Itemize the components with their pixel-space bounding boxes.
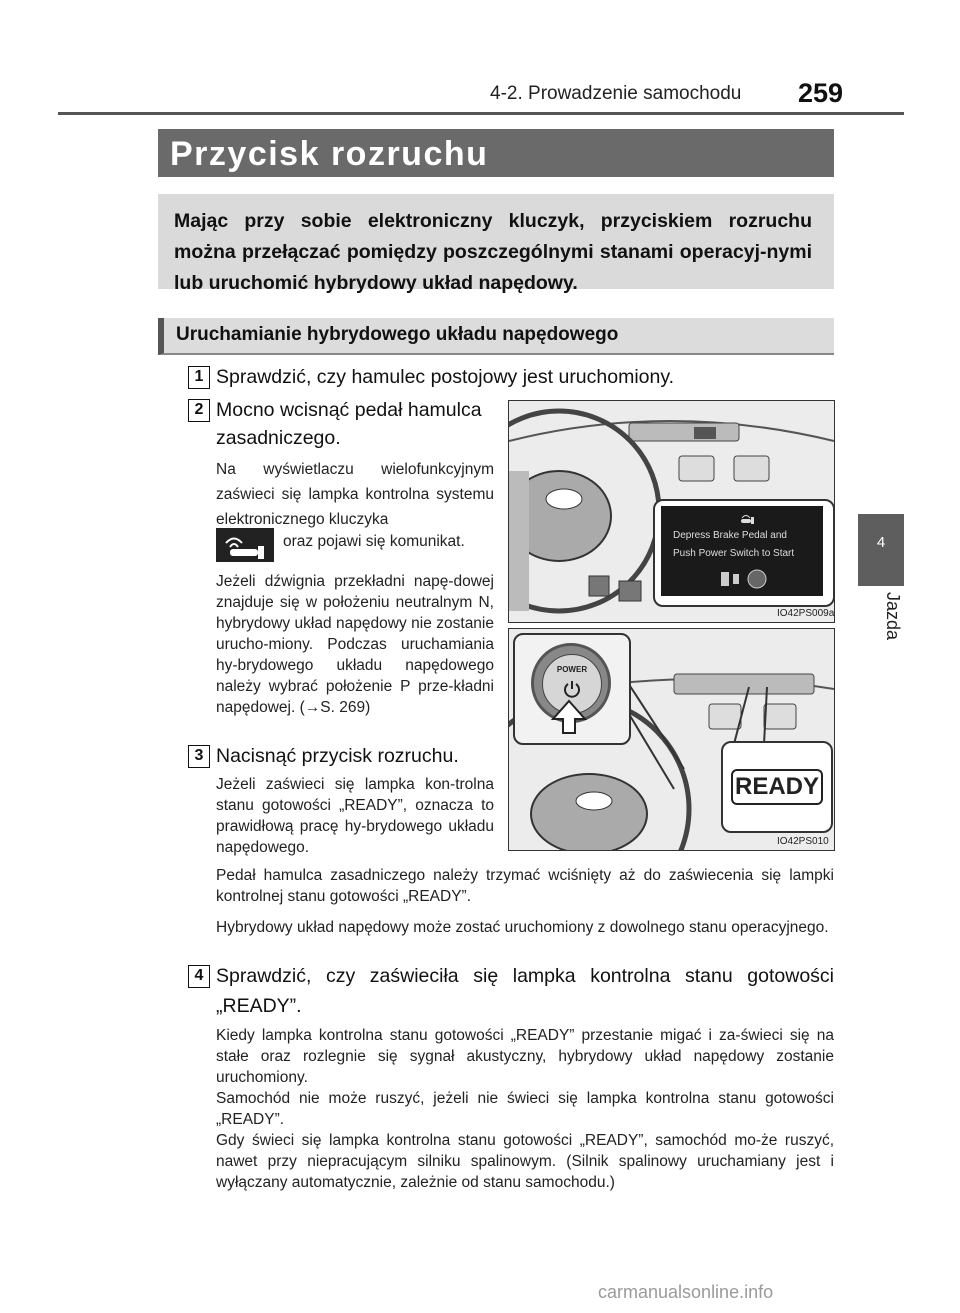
figure-2-label: IO42PS010 [777,836,829,847]
chapter-tab: 4 [858,514,904,586]
step-3-number: 3 [188,745,210,768]
brake-power-icon [713,568,773,590]
key-indicator-icon [216,528,274,562]
step-2-page-ref: S. 269) [320,699,371,716]
step-2-text-line1: Mocno wcisnąć pedał hamulca [216,399,482,421]
step-2-note-2-text: Jeżeli dźwignia przekładni napę-dowej znajduje się w położeniu neutralnym N, hybrydowy układ napędowy nie zostanie urucho-miony. Podczas uruchamiania hy-brydowego układu napędowego należy wybrać położenie P prze-kładni napędowej. ( [216,573,494,716]
step-3-note-1: Jeżeli zaświeci się lampka kon-trolna stanu gotowości „READY”, oznacza to prawidłową pracę hy-brydowego układu napędowego. [216,776,494,856]
arrow-icon: → [304,699,321,716]
display-message-line2: Push Power Switch to Start [673,548,795,559]
figure-1-label: IO42PS009a [777,608,835,619]
display-message-line1: Depress Brake Pedal and [673,530,787,541]
step-4-text: Sprawdzić, czy zaświeciła się lampka kontrolna stanu gotowości „READY”. [216,965,834,1017]
step-4-note-1: Kiedy lampka kontrolna stanu gotowości „READY” przestanie migać i za-świeci się na stałe oraz rozlegnie się sygnał akustyczny, hybrydowy układ napędowy zostanie uruchomiony. [216,1027,834,1086]
power-icon [562,679,582,699]
chapter-label: Jazda [883,592,903,641]
step-3-note-3: Hybrydowy układ napędowy może zostać uruchomiony z dowolnego stanu operacyjnego. [216,919,829,936]
step-1-text: Sprawdzić, czy hamulec postojowy jest uruchomiony. [216,366,675,388]
ready-indicator: READY [731,769,823,805]
page-number: 259 [798,78,844,108]
step-4-number: 4 [188,965,210,988]
step-2-note-1: Na wyświetlaczu wielofunkcyjnym zaświeci się lampka kontrolna systemu elektronicznego kluczyka [216,461,494,528]
key-warning-icon [739,512,757,522]
intro-box: Mając przy sobie elektroniczny kluczyk, przyciskiem rozruchu można przełączać pomiędzy poszczególnymi stanami operacyj-nymi lub uruchomić hybrydowy układ napędowy. [158,194,834,289]
subsection-title: Uruchamianie hybrydowego układu napędowego [176,324,619,345]
press-arrow-icon [551,699,587,735]
figure-power-button [508,628,835,851]
step-2-note-2 [216,571,494,718]
header-rule [58,112,904,115]
step-3-text: Nacisnąć przycisk rozruchu. [216,745,459,767]
multi-info-display [661,506,823,596]
step-3-note-2: Pedał hamulca zasadniczego należy trzymać wciśnięty aż do zaświecenia się lampki kontrolnej stanu gotowości „READY”. [216,867,834,905]
step-4-note-3: Gdy świeci się lampka kontrolna stanu gotowości „READY”, samochód mo-że ruszyć, nawet przy niepracującym silniku spalinowym. (Silnik spalinowy uruchamiany jest i wyłączany automatycznie, zależnie od stanu samochodu.) [216,1132,834,1191]
subsection-header [158,318,834,355]
step-4-note-2: Samochód nie może ruszyć, jeżeli nie świeci się lampka kontrolna stanu gotowości „READY”. [216,1090,834,1128]
step-2-text-line2: zasadniczego. [216,427,341,449]
header-section-title: 4-2. Prowadzenie samochodu [490,83,742,104]
step-2-number: 2 [188,399,210,422]
step-1-number: 1 [188,366,210,389]
power-label: POWER [556,665,588,674]
footer-watermark: carmanualsonline.info [598,1282,774,1302]
page-title-bar [158,129,834,177]
page-title: Przycisk rozruchu [170,135,489,173]
step-2-note-1b: oraz pojawi się komunikat. [283,533,465,550]
figure-dashboard-key [508,400,835,623]
